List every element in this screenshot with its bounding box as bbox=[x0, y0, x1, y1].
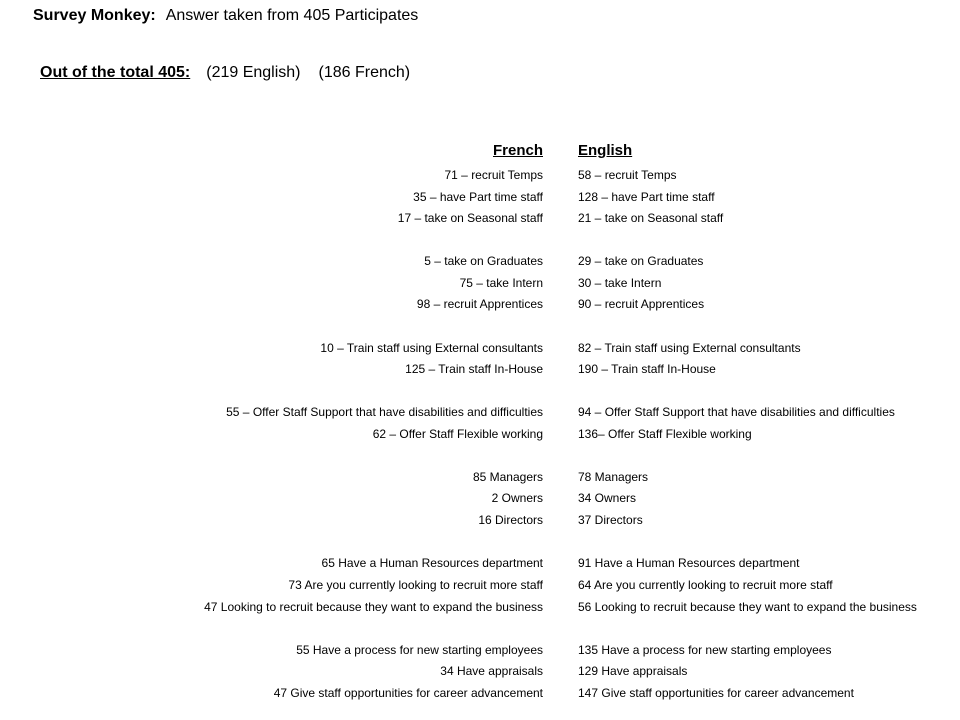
french-result-cell: 62 – Offer Staff Flexible working bbox=[372, 427, 543, 441]
header-brand: Survey Monkey: bbox=[33, 7, 156, 24]
french-result-cell: 35 – have Part time staff bbox=[413, 190, 543, 204]
english-result-cell: 21 – take on Seasonal staff bbox=[578, 211, 724, 225]
english-result-cell: 78 Managers bbox=[578, 470, 649, 484]
english-result-cell: 37 Directors bbox=[578, 513, 643, 527]
english-column-header: English bbox=[578, 142, 633, 159]
english-result-cell: 29 – take on Graduates bbox=[578, 254, 704, 268]
english-result-cell: 136– Offer Staff Flexible working bbox=[578, 427, 752, 441]
french-result-cell: 73 Are you currently looking to recruit more staff bbox=[288, 578, 543, 592]
english-result-cell: 82 – Train staff using External consultants bbox=[578, 341, 801, 355]
english-result-cell: 190 – Train staff In-House bbox=[578, 362, 716, 376]
french-count: (186 French) bbox=[318, 64, 411, 81]
french-result-cell: 75 – take Intern bbox=[459, 276, 543, 290]
english-result-cell: 34 Owners bbox=[578, 491, 637, 505]
header-text: Answer taken from 405 Participates bbox=[165, 7, 419, 24]
english-result-cell: 135 Have a process for new starting employees bbox=[578, 643, 832, 657]
french-result-cell: 10 – Train staff using External consultants bbox=[320, 341, 543, 355]
english-result-cell: 91 Have a Human Resources department bbox=[578, 556, 800, 570]
french-result-cell: 47 Give staff opportunities for career advancement bbox=[273, 686, 543, 700]
french-result-cell: 85 Managers bbox=[472, 470, 543, 484]
page-header bbox=[33, 7, 418, 25]
french-result-cell: 65 Have a Human Resources department bbox=[321, 556, 543, 570]
french-result-cell: 16 Directors bbox=[478, 513, 543, 527]
english-count: (219 English) bbox=[206, 64, 301, 81]
french-result-cell: 17 – take on Seasonal staff bbox=[397, 211, 543, 225]
french-column-header: French bbox=[492, 142, 543, 159]
english-result-cell: 30 – take Intern bbox=[578, 276, 662, 290]
french-result-cell: 34 Have appraisals bbox=[440, 664, 543, 678]
french-result-cell: 98 – recruit Apprentices bbox=[416, 297, 543, 311]
participant-breakdown bbox=[40, 64, 410, 82]
french-result-cell: 125 – Train staff In-House bbox=[405, 362, 543, 376]
french-result-cell: 55 – Offer Staff Support that have disabilities and difficulties bbox=[226, 405, 543, 419]
english-result-cell: 90 – recruit Apprentices bbox=[578, 297, 705, 311]
french-result-cell: 55 Have a process for new starting employees bbox=[296, 643, 543, 657]
total-label: Out of the total 405: bbox=[40, 64, 191, 81]
english-result-cell: 129 Have appraisals bbox=[578, 664, 688, 678]
english-result-cell: 128 – have Part time staff bbox=[578, 190, 715, 204]
english-result-cell: 64 Are you currently looking to recruit more staff bbox=[578, 578, 833, 592]
english-result-cell: 94 – Offer Staff Support that have disabilities and difficulties bbox=[578, 405, 895, 419]
french-result-cell: 71 – recruit Temps bbox=[444, 168, 543, 182]
french-result-cell: 47 Looking to recruit because they want to expand the business bbox=[204, 600, 543, 614]
french-result-cell: 5 – take on Graduates bbox=[424, 254, 543, 268]
french-result-cell: 2 Owners bbox=[491, 491, 543, 505]
english-result-cell: 147 Give staff opportunities for career advancement bbox=[578, 686, 854, 700]
english-result-cell: 58 – recruit Temps bbox=[578, 168, 677, 182]
english-result-cell: 56 Looking to recruit because they want to expand the business bbox=[578, 600, 917, 614]
